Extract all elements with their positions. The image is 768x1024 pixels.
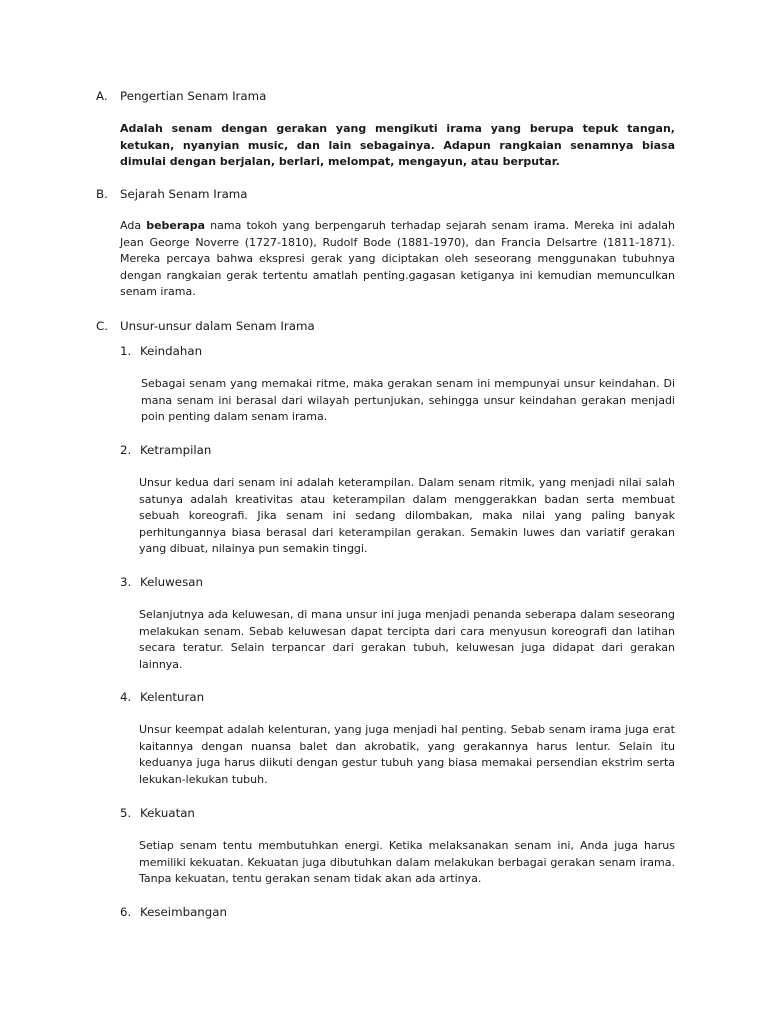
element-2-number: 2. — [120, 443, 132, 457]
element-6-number: 6. — [120, 905, 132, 919]
section-b-paragraph — [120, 218, 675, 301]
section-a-heading — [96, 88, 266, 104]
section-b-para-rest: nama tokoh yang berpengaruh terhadap sejarah senam irama. Mereka ini adalah Jean George Noverre (1727-1810), Rudolf Bode (1881-1970), dan Francia Delsartre (1811-1871). Mereka percaya bahwa ekspresi gerak yang diciptakan oleh seseorang menggunakan tubuhnya dengan rangkaian gerak tertentu amatlah penting.gagasan ketiganya ini kemudian memunculkan senam irama. — [120, 219, 675, 299]
element-2-title: Ketrampilan — [140, 443, 212, 457]
element-6-heading — [120, 904, 227, 920]
element-4-heading — [120, 689, 204, 705]
element-4-text: Unsur keempat adalah kelenturan, yang juga menjadi hal penting. Sebab senam irama juga erat kaitannya dengan nuansa balet dan akrobatik, yang gerakannya harus lentur. Selain itu keduanya juga harus diikuti dengan gestur tubuh yang biasa memakai persendian ekstrim serta lekukan-lekukan tubuh. — [139, 723, 675, 786]
element-4-number: 4. — [120, 690, 132, 704]
section-b-title: Sejarah Senam Irama — [120, 187, 248, 201]
section-b-para-bold: beberapa — [146, 219, 206, 232]
element-2-heading — [120, 442, 211, 458]
element-1-title: Keindahan — [140, 344, 203, 358]
section-b-letter: B. — [96, 187, 108, 201]
section-c-title: Unsur-unsur dalam Senam Irama — [120, 319, 315, 333]
element-3-text: Selanjutnya ada keluwesan, di mana unsur ini juga menjadi penanda seberapa dalam seseorang melakukan senam. Sebab keluwesan dapat tercipta dari cara menyusun koreografi dan latihan secara teratur. Selain terpancar dari gerakan tubuh, keluwesan juga didapat dari gerakan lainnya. — [139, 608, 675, 671]
element-3-heading — [120, 574, 203, 590]
element-5-number: 5. — [120, 806, 132, 820]
element-3-number: 3. — [120, 575, 132, 589]
section-c-letter: C. — [96, 319, 108, 333]
element-5-text: Setiap senam tentu membutuhkan energi. Ketika melaksanakan senam ini, Anda juga harus memiliki kekuatan. Kekuatan juga dibutuhkan dalam melakukan berbagai gerakan senam irama. Tanpa kekuatan, tentu gerakan senam tidak akan ada artinya. — [139, 839, 675, 886]
section-a-title: Pengertian Senam Irama — [120, 89, 267, 103]
element-6-title: Keseimbangan — [140, 905, 227, 919]
section-b-para-lead: Ada — [120, 219, 147, 232]
element-1-text: Sebagai senam yang memakai ritme, maka gerakan senam ini mempunyai unsur keindahan. Di mana senam ini berasal dari wilayah pertunjukan, sehingga unsur keindahan gerakan menjadi poin penting dalam senam irama. — [141, 377, 675, 424]
element-5-heading — [120, 805, 195, 821]
element-1-number: 1. — [120, 344, 132, 358]
element-2-text: Unsur kedua dari senam ini adalah keterampilan. Dalam senam ritmik, yang menjadi nilai salah satunya adalah kreativitas atau keterampilan dalam menggerakkan badan serta membuat sebuah koreografi. Jika senam ini sedang dilombakan, maka nilai yang paling banyak perhitungannya biasa berasal dari keterampilan gerakan. Semakin luwes dan variatif gerakan yang dibuat, nilainya pun semakin tinggi. — [139, 476, 675, 556]
element-1-heading — [120, 343, 202, 359]
section-a-letter: A. — [96, 89, 108, 103]
section-b-heading — [96, 186, 248, 202]
element-5-title: Kekuatan — [140, 806, 195, 820]
element-4-title: Kelenturan — [140, 690, 205, 704]
section-a-paragraph: Adalah senam dengan gerakan yang mengikuti irama yang berupa tepuk tangan, ketukan, nyanyian music, dan lain sebagainya. Adapun rangkaian senamnya biasa dimulai dengan berjalan, berlari, melompat, mengayun, atau berputar. — [120, 122, 675, 169]
section-c-heading — [96, 318, 315, 334]
element-3-title: Keluwesan — [140, 575, 203, 589]
